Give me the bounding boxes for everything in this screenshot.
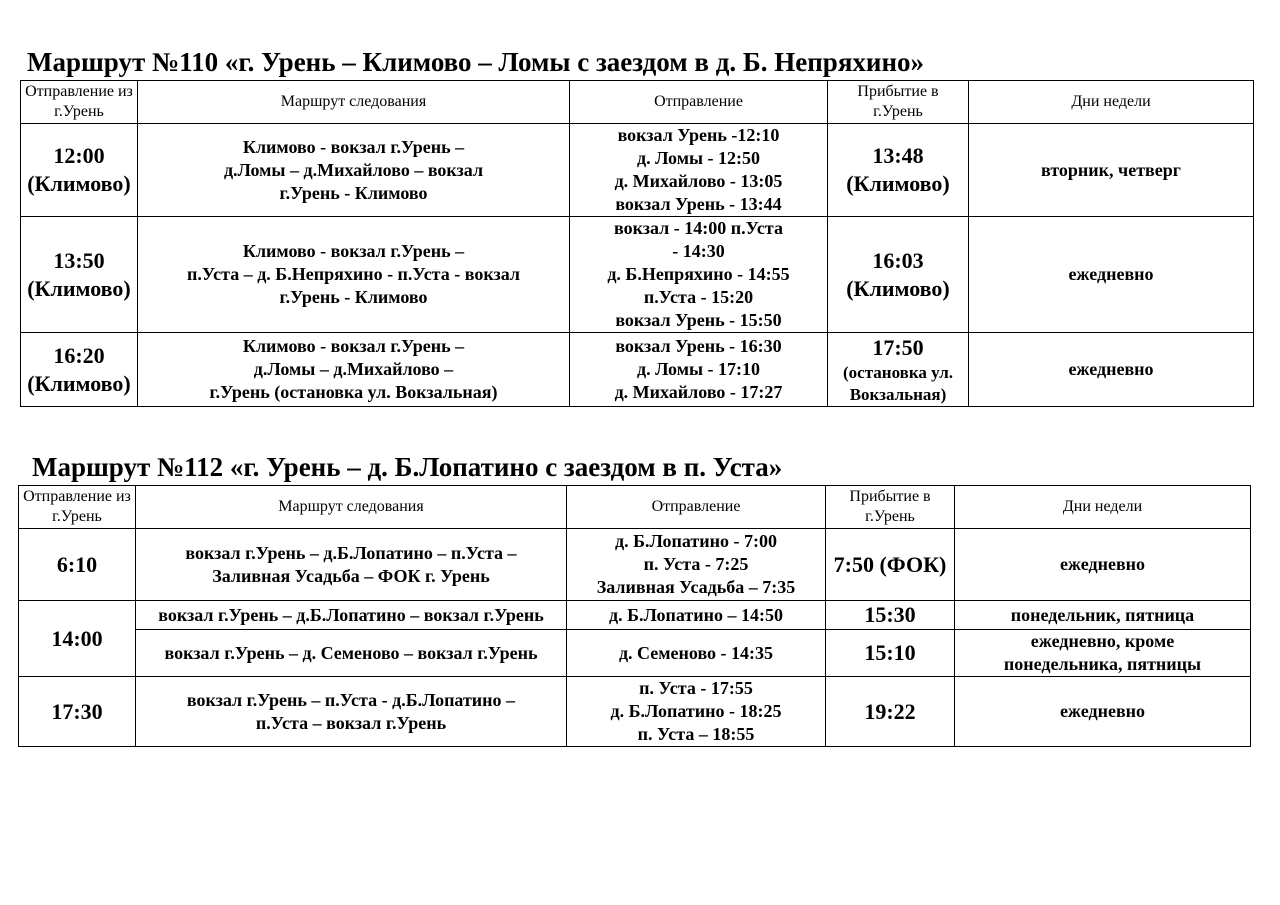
header-arrival: Прибытие в г.Урень (828, 81, 969, 124)
depart-cell: 12:00 (Климово) (21, 124, 138, 217)
arrive-cell: 13:48 (Климово) (828, 124, 969, 217)
route-cell: Климово - вокзал г.Урень – д.Ломы – д.Михайлово – г.Урень (остановка ул. Вокзальная) (138, 333, 570, 407)
table-row (21, 217, 1254, 333)
days-cell: ежедневно (969, 217, 1254, 333)
route-110-title: Маршрут №110 «г. Урень – Климово – Ломы с заездом в д. Б. Непряхино» (27, 47, 925, 77)
table-row (19, 630, 1251, 677)
table-row (21, 333, 1254, 407)
route-112-title: Маршрут №112 «г. Урень – д. Б.Лопатино с заездом в п. Уста» (32, 452, 783, 482)
days-cell: вторник, четверг (969, 124, 1254, 217)
route-cell: вокзал г.Урень – д.Б.Лопатино – п.Уста – Заливная Усадьба – ФОК г. Урень (136, 529, 567, 601)
arrive-cell: 19:22 (826, 677, 955, 747)
route-112-table (18, 485, 1251, 747)
table-header-row (19, 486, 1251, 529)
header-departure: Отправление (570, 81, 828, 124)
depart-cell: 16:20 (Климово) (21, 333, 138, 407)
stops-cell: вокзал - 14:00 п.Уста - 14:30 д. Б.Непряхино - 14:55 п.Уста - 15:20 вокзал Урень - 15:50 (570, 217, 828, 333)
table-row (19, 529, 1251, 601)
table-row (19, 601, 1251, 630)
header-departure: Отправление (567, 486, 826, 529)
stops-cell: вокзал Урень -12:10 д. Ломы - 12:50 д. Михайлово - 13:05 вокзал Урень - 13:44 (570, 124, 828, 217)
depart-cell: 13:50 (Климово) (21, 217, 138, 333)
stops-cell: д. Б.Лопатино - 7:00 п. Уста - 7:25 Заливная Усадьба – 7:35 (567, 529, 826, 601)
stops-cell: д. Б.Лопатино – 14:50 (567, 601, 826, 630)
stops-cell: вокзал Урень - 16:30 д. Ломы - 17:10 д. Михайлово - 17:27 (570, 333, 828, 407)
table-header-row (21, 81, 1254, 124)
arrive-cell: 16:03 (Климово) (828, 217, 969, 333)
arrive-cell: 15:30 (826, 601, 955, 630)
header-days: Дни недели (969, 81, 1254, 124)
header-route: Маршрут следования (138, 81, 570, 124)
route-cell: вокзал г.Урень – д.Б.Лопатино – вокзал г.Урень (136, 601, 567, 630)
depart-cell: 6:10 (19, 529, 136, 601)
depart-cell: 14:00 (19, 601, 136, 677)
header-depart: Отправление из г.Урень (21, 81, 138, 124)
table-row (19, 677, 1251, 747)
days-cell: понедельник, пятница (955, 601, 1251, 630)
days-cell: ежедневно (969, 333, 1254, 407)
arrive-cell: 17:50 (остановка ул. Вокзальная) (828, 333, 969, 407)
table-row (21, 124, 1254, 217)
header-route: Маршрут следования (136, 486, 567, 529)
route-cell: вокзал г.Урень – п.Уста - д.Б.Лопатино – п.Уста – вокзал г.Урень (136, 677, 567, 747)
stops-cell: п. Уста - 17:55 д. Б.Лопатино - 18:25 п. Уста – 18:55 (567, 677, 826, 747)
days-cell: ежедневно, кроме понедельника, пятницы (955, 630, 1251, 677)
depart-cell: 17:30 (19, 677, 136, 747)
header-arrival: Прибытие в г.Урень (826, 486, 955, 529)
days-cell: ежедневно (955, 677, 1251, 747)
stops-cell: д. Семеново - 14:35 (567, 630, 826, 677)
route-cell: Климово - вокзал г.Урень – п.Уста – д. Б.Непряхино - п.Уста - вокзал г.Урень - Климово (138, 217, 570, 333)
arrive-cell: 7:50 (ФОК) (826, 529, 955, 601)
days-cell: ежедневно (955, 529, 1251, 601)
arrive-cell: 15:10 (826, 630, 955, 677)
route-cell: Климово - вокзал г.Урень – д.Ломы – д.Михайлово – вокзал г.Урень - Климово (138, 124, 570, 217)
header-depart: Отправление из г.Урень (19, 486, 136, 529)
route-110-table (20, 80, 1254, 407)
header-days: Дни недели (955, 486, 1251, 529)
route-cell: вокзал г.Урень – д. Семеново – вокзал г.Урень (136, 630, 567, 677)
